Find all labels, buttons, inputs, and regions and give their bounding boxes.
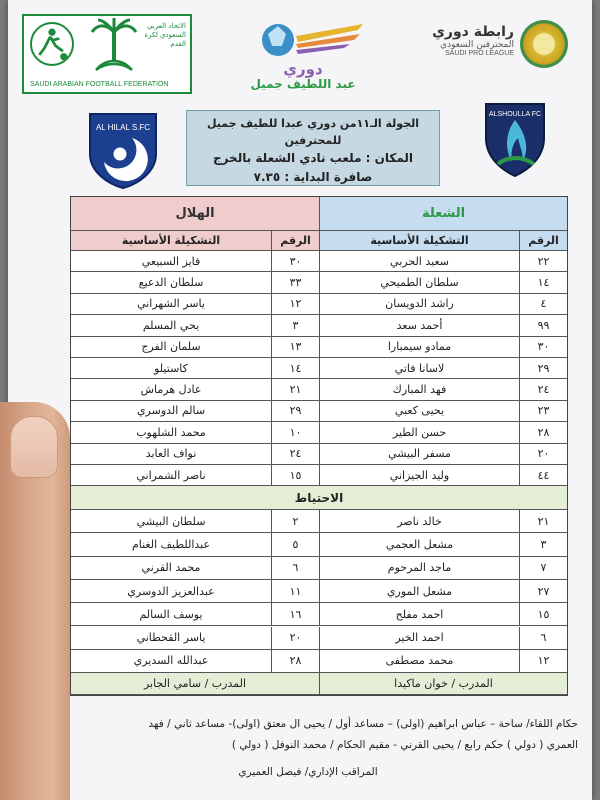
player-row [71, 315, 567, 336]
team-shoala-name: الشعلة [319, 197, 567, 231]
match-info-box [186, 110, 440, 186]
player-row [71, 557, 567, 580]
player-row [71, 422, 567, 443]
hilal-player-name: ياسر القحطاني [71, 627, 271, 650]
shoala-player-number: ٢٣ [519, 401, 567, 422]
league-sponsor: عبد اللطيف جميل [250, 77, 356, 91]
hilal-player-name: كاستيلو [71, 358, 271, 379]
hilal-player-number: ٣٠ [271, 251, 319, 272]
hilal-player-number: ٢٨ [271, 650, 319, 673]
player-row [71, 510, 567, 533]
shoala-player-number: ٣٠ [519, 337, 567, 358]
league-logo [228, 18, 378, 98]
hilal-player-number: ١٣ [271, 337, 319, 358]
hilal-player-name: فايز السبيعي [71, 251, 271, 272]
shoala-player-name: ممادو سيمبارا [319, 337, 519, 358]
shoala-player-name: محمد مصطفى [319, 650, 519, 673]
shoala-crest [478, 98, 552, 178]
shoala-player-name: فهد المبارك [319, 379, 519, 400]
shoala-number-header: الرقم [519, 231, 567, 251]
thumb-nail [10, 416, 58, 478]
hilal-player-name: عبدالعزيز الدوسري [71, 580, 271, 603]
player-row [71, 379, 567, 400]
player-row [71, 580, 567, 603]
hilal-number-header: الرقم [271, 231, 319, 251]
hilal-player-number: ٦ [271, 557, 319, 580]
player-row [71, 401, 567, 422]
shoala-player-name: مسفر البيشي [319, 444, 519, 465]
hilal-player-name: عبداللطيف الغنام [71, 533, 271, 556]
hilal-player-number: ٣٣ [271, 272, 319, 293]
player-row [71, 251, 567, 272]
player-row [71, 603, 567, 626]
hilal-crest [86, 110, 160, 190]
lineup-table [70, 196, 568, 696]
hilal-player-name: يحي المسلم [71, 315, 271, 336]
hilal-player-name: سلطان البيشي [71, 510, 271, 533]
shoala-player-name: حسن الطير [319, 422, 519, 443]
shoala-player-number: ١٤ [519, 272, 567, 293]
shoala-player-name: لاسانا فاتي [319, 358, 519, 379]
spl-english: SAUDI PRO LEAGUE [445, 50, 514, 57]
hilal-player-name: عادل هرماش [71, 379, 271, 400]
hilal-player-number: ١٥ [271, 465, 319, 486]
shoala-player-number: ٢٤ [519, 379, 567, 400]
hilal-player-name: عبدالله السديري [71, 650, 271, 673]
shoala-player-number: ٢٨ [519, 422, 567, 443]
shoala-player-number: ٦ [519, 627, 567, 650]
hilal-player-number: ٢٩ [271, 401, 319, 422]
officials-line-2: العمري ( دولي ) حكم رابع / يحيى القرني - مقيم الحكام / محمد النوفل ( دولي ) [231, 739, 578, 751]
shoala-player-number: ٤٤ [519, 465, 567, 486]
shoala-player-name: احمد الخير [319, 627, 519, 650]
subs-title-row [71, 486, 567, 510]
match-supervisor: المراقب الإداري/ فيصل العميري [238, 766, 378, 778]
league-title: دوري [283, 60, 323, 78]
player-row [71, 627, 567, 650]
coach-row [71, 673, 567, 695]
player-row [71, 272, 567, 293]
kickoff-text: صافرة البداية : ٧.٣٥ [253, 169, 373, 184]
shoala-player-number: ٩٩ [519, 315, 567, 336]
officials-line-1: حكام اللقاء/ ساحة – عباس ابراهيم (اولى) – مساعد أول / يحيى ال معتق (اولى)- مساعد ثاني / فهد [148, 718, 578, 730]
hilal-lineup-header: التشكيلة الأساسية [71, 231, 271, 251]
hilal-player-name: محمد الشلهوب [71, 422, 271, 443]
venue-text: المكان : ملعب نادي الشعلة بالخرج [212, 151, 414, 166]
player-row [71, 465, 567, 486]
hilal-player-number: ٢١ [271, 379, 319, 400]
shoala-player-name: سلطان الطميحي [319, 272, 519, 293]
shoala-player-name: خالد ناصر [319, 510, 519, 533]
subs-title: الاحتياط [71, 486, 567, 510]
team-hilal-name: الهلال [71, 197, 319, 231]
league-swoosh-icon [238, 18, 368, 58]
hilal-player-number: ١١ [271, 580, 319, 603]
hilal-player-number: ١٦ [271, 603, 319, 626]
saff-english: SAUDI ARABIAN FOOTBALL FEDERATION [30, 81, 169, 89]
player-row [71, 337, 567, 358]
hilal-player-name: سلطان الدعيع [71, 272, 271, 293]
player-row [71, 533, 567, 556]
shoala-player-name: مشعل العجمي [319, 533, 519, 556]
hilal-player-number: ٢٠ [271, 627, 319, 650]
shoala-lineup-header: التشكيلة الأساسية [319, 231, 519, 251]
spl-arabic-2: المحترفين السعودي [440, 40, 514, 50]
hilal-player-number: ٥ [271, 533, 319, 556]
shoala-player-name: سعيد الحربي [319, 251, 519, 272]
spl-logo [408, 16, 568, 76]
shoala-player-number: ٢٢ [519, 251, 567, 272]
shoala-crest-text: ALSHOULLA FC [488, 111, 542, 118]
hilal-player-name: محمد القرني [71, 557, 271, 580]
shoala-player-name: احمد مفلح [319, 603, 519, 626]
hilal-player-name: نواف العابد [71, 444, 271, 465]
shoala-player-number: ٤ [519, 294, 567, 315]
hilal-player-name: يوسف السالم [71, 603, 271, 626]
shoala-coach: المدرب / خوان ماكيدا [319, 673, 567, 695]
hilal-coach: المدرب / سامي الجابر [71, 673, 319, 695]
shoala-player-number: ١٢ [519, 650, 567, 673]
shoala-player-name: مشعل الموري [319, 580, 519, 603]
shoala-player-number: ٢٠ [519, 444, 567, 465]
shoala-player-name: أحمد سعد [319, 315, 519, 336]
hilal-player-number: ٢٤ [271, 444, 319, 465]
shoala-player-number: ٢٩ [519, 358, 567, 379]
officials-section [38, 714, 578, 783]
spl-arabic-1: رابطة دوري [432, 24, 514, 40]
hilal-player-name: ياسر الشهراني [71, 294, 271, 315]
shoala-player-number: ٣ [519, 533, 567, 556]
shoala-player-number: ٢٧ [519, 580, 567, 603]
shoala-player-number: ١٥ [519, 603, 567, 626]
shoala-player-name: وليد الجيزاني [319, 465, 519, 486]
shoala-player-number: ٢١ [519, 510, 567, 533]
football-player-icon [30, 22, 74, 66]
hilal-player-name: سلمان الفرج [71, 337, 271, 358]
hilal-player-name: ناصر الشمراني [71, 465, 271, 486]
match-sheet [8, 0, 592, 800]
round-text: الجولة الـ١١من دوري عبدا للطيف جميل للمحترفين [206, 117, 420, 148]
hilal-player-name: سالم الدوسري [71, 401, 271, 422]
hilal-player-number: ٣ [271, 315, 319, 336]
hilal-player-number: ١٠ [271, 422, 319, 443]
player-row [71, 650, 567, 673]
hilal-player-number: ٢ [271, 510, 319, 533]
hilal-player-number: ١٤ [271, 358, 319, 379]
team-names-row [71, 197, 567, 231]
column-header-row [71, 231, 567, 251]
palm-swords-icon [90, 18, 138, 74]
shoala-player-name: يحيى كعبي [319, 401, 519, 422]
hilal-crest-text: AL HILAL S.FC [95, 123, 151, 132]
saff-arabic: الاتحاد العربي السعودي لكرة القدم [144, 22, 186, 49]
shoala-player-name: ماجد المرحوم [319, 557, 519, 580]
player-row [71, 358, 567, 379]
shoala-player-name: راشد الدويسان [319, 294, 519, 315]
saff-logo [22, 14, 192, 94]
player-row [71, 294, 567, 315]
hilal-player-number: ١٢ [271, 294, 319, 315]
shoala-player-number: ٧ [519, 557, 567, 580]
spl-ball-icon [520, 20, 568, 68]
player-row [71, 444, 567, 465]
